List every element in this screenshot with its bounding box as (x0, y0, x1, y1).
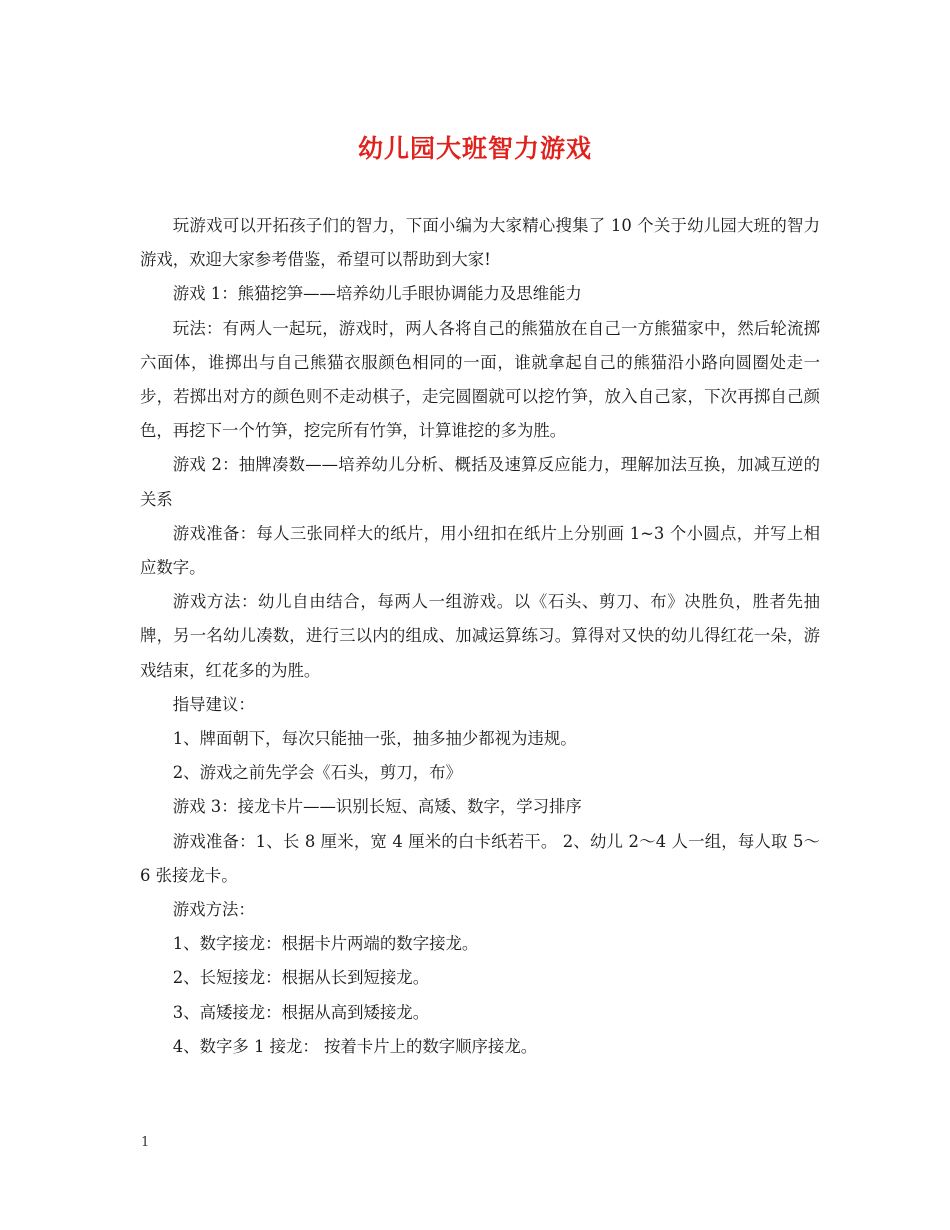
paragraph-intro: 玩游戏可以开拓孩子们的智力，下面小编为大家精心搜集了 10 个关于幼儿园大班的智力游戏，欢迎大家参考借鉴，希望可以帮助到大家! (140, 216, 820, 270)
paragraph-game2-guidance-heading: 指导建议： (172, 694, 255, 714)
document-title: 幼儿园大班智力游戏 (357, 134, 592, 163)
paragraph-game1-heading: 游戏 1：熊猫挖笋——培养幼儿手眼协调能力及思维能力 (172, 284, 582, 304)
paragraph-game3-preparation: 游戏准备：1、长 8 厘米，宽 4 厘米的白卡纸若干。 2、幼儿 2～4 人一组，每人取 5～6 张接龙卡。 (140, 831, 820, 885)
document-body (140, 209, 820, 1064)
paragraph-game3-method-2: 2、长短接龙：根据从长到短接龙。 (172, 968, 430, 988)
paragraph-game2-method: 游戏方法：幼儿自由结合，每两人一组游戏。以《石头、剪刀、布》决胜负，胜者先抽牌，另一名幼儿凑数，进行三以内的组成、加减运算练习。算得对又快的幼儿得红花一朵，游戏结束，红花多的为胜。 (140, 592, 820, 680)
paragraph-game2-heading: 游戏 2：抽牌凑数——培养幼儿分析、概括及速算反应能力，理解加法互换，加减互逆的关系 (140, 455, 820, 509)
paragraph-game3-method-3: 3、高矮接龙：根据从高到矮接龙。 (172, 1002, 430, 1022)
paragraph-game2-guidance-2: 2、游戏之前先学会《石头，剪刀，布》 (172, 763, 462, 783)
paragraph-game2-preparation: 游戏准备：每人三张同样大的纸片，用小纽扣在纸片上分别画 1~3 个小圆点，并写上相应数字。 (140, 523, 820, 578)
page-number: 1 (141, 1135, 150, 1150)
paragraph-game3-method-1: 1、数字接龙：根据卡片两端的数字接龙。 (172, 934, 479, 954)
paragraph-game3-method-4: 4、数字多 1 接龙： 按着卡片上的数字顺序接龙。 (172, 1036, 538, 1056)
paragraph-game2-guidance-1: 1、牌面朝下，每次只能抽一张，抽多抽少都视为违规。 (172, 729, 577, 749)
paragraph-game3-heading: 游戏 3：接龙卡片——识别长短、高矮、数字，学习排序 (172, 797, 582, 817)
paragraph-game1-rules: 玩法：有两人一起玩，游戏时，两人各将自己的熊猫放在自己一方熊猫家中，然后轮流掷六面体，谁掷出与自己熊猫衣服颜色相同的一面，谁就拿起自己的熊猫沿小路向圆圈处走一步，若掷出对方的颜色则不走动棋子，走完圆圈就可以挖竹笋，放入自己家，下次再掷自己颜色，再挖下一个竹笋，挖完所有竹笋，计算谁挖的多为胜。 (140, 318, 820, 441)
paragraph-game3-method-heading: 游戏方法： (172, 900, 255, 920)
